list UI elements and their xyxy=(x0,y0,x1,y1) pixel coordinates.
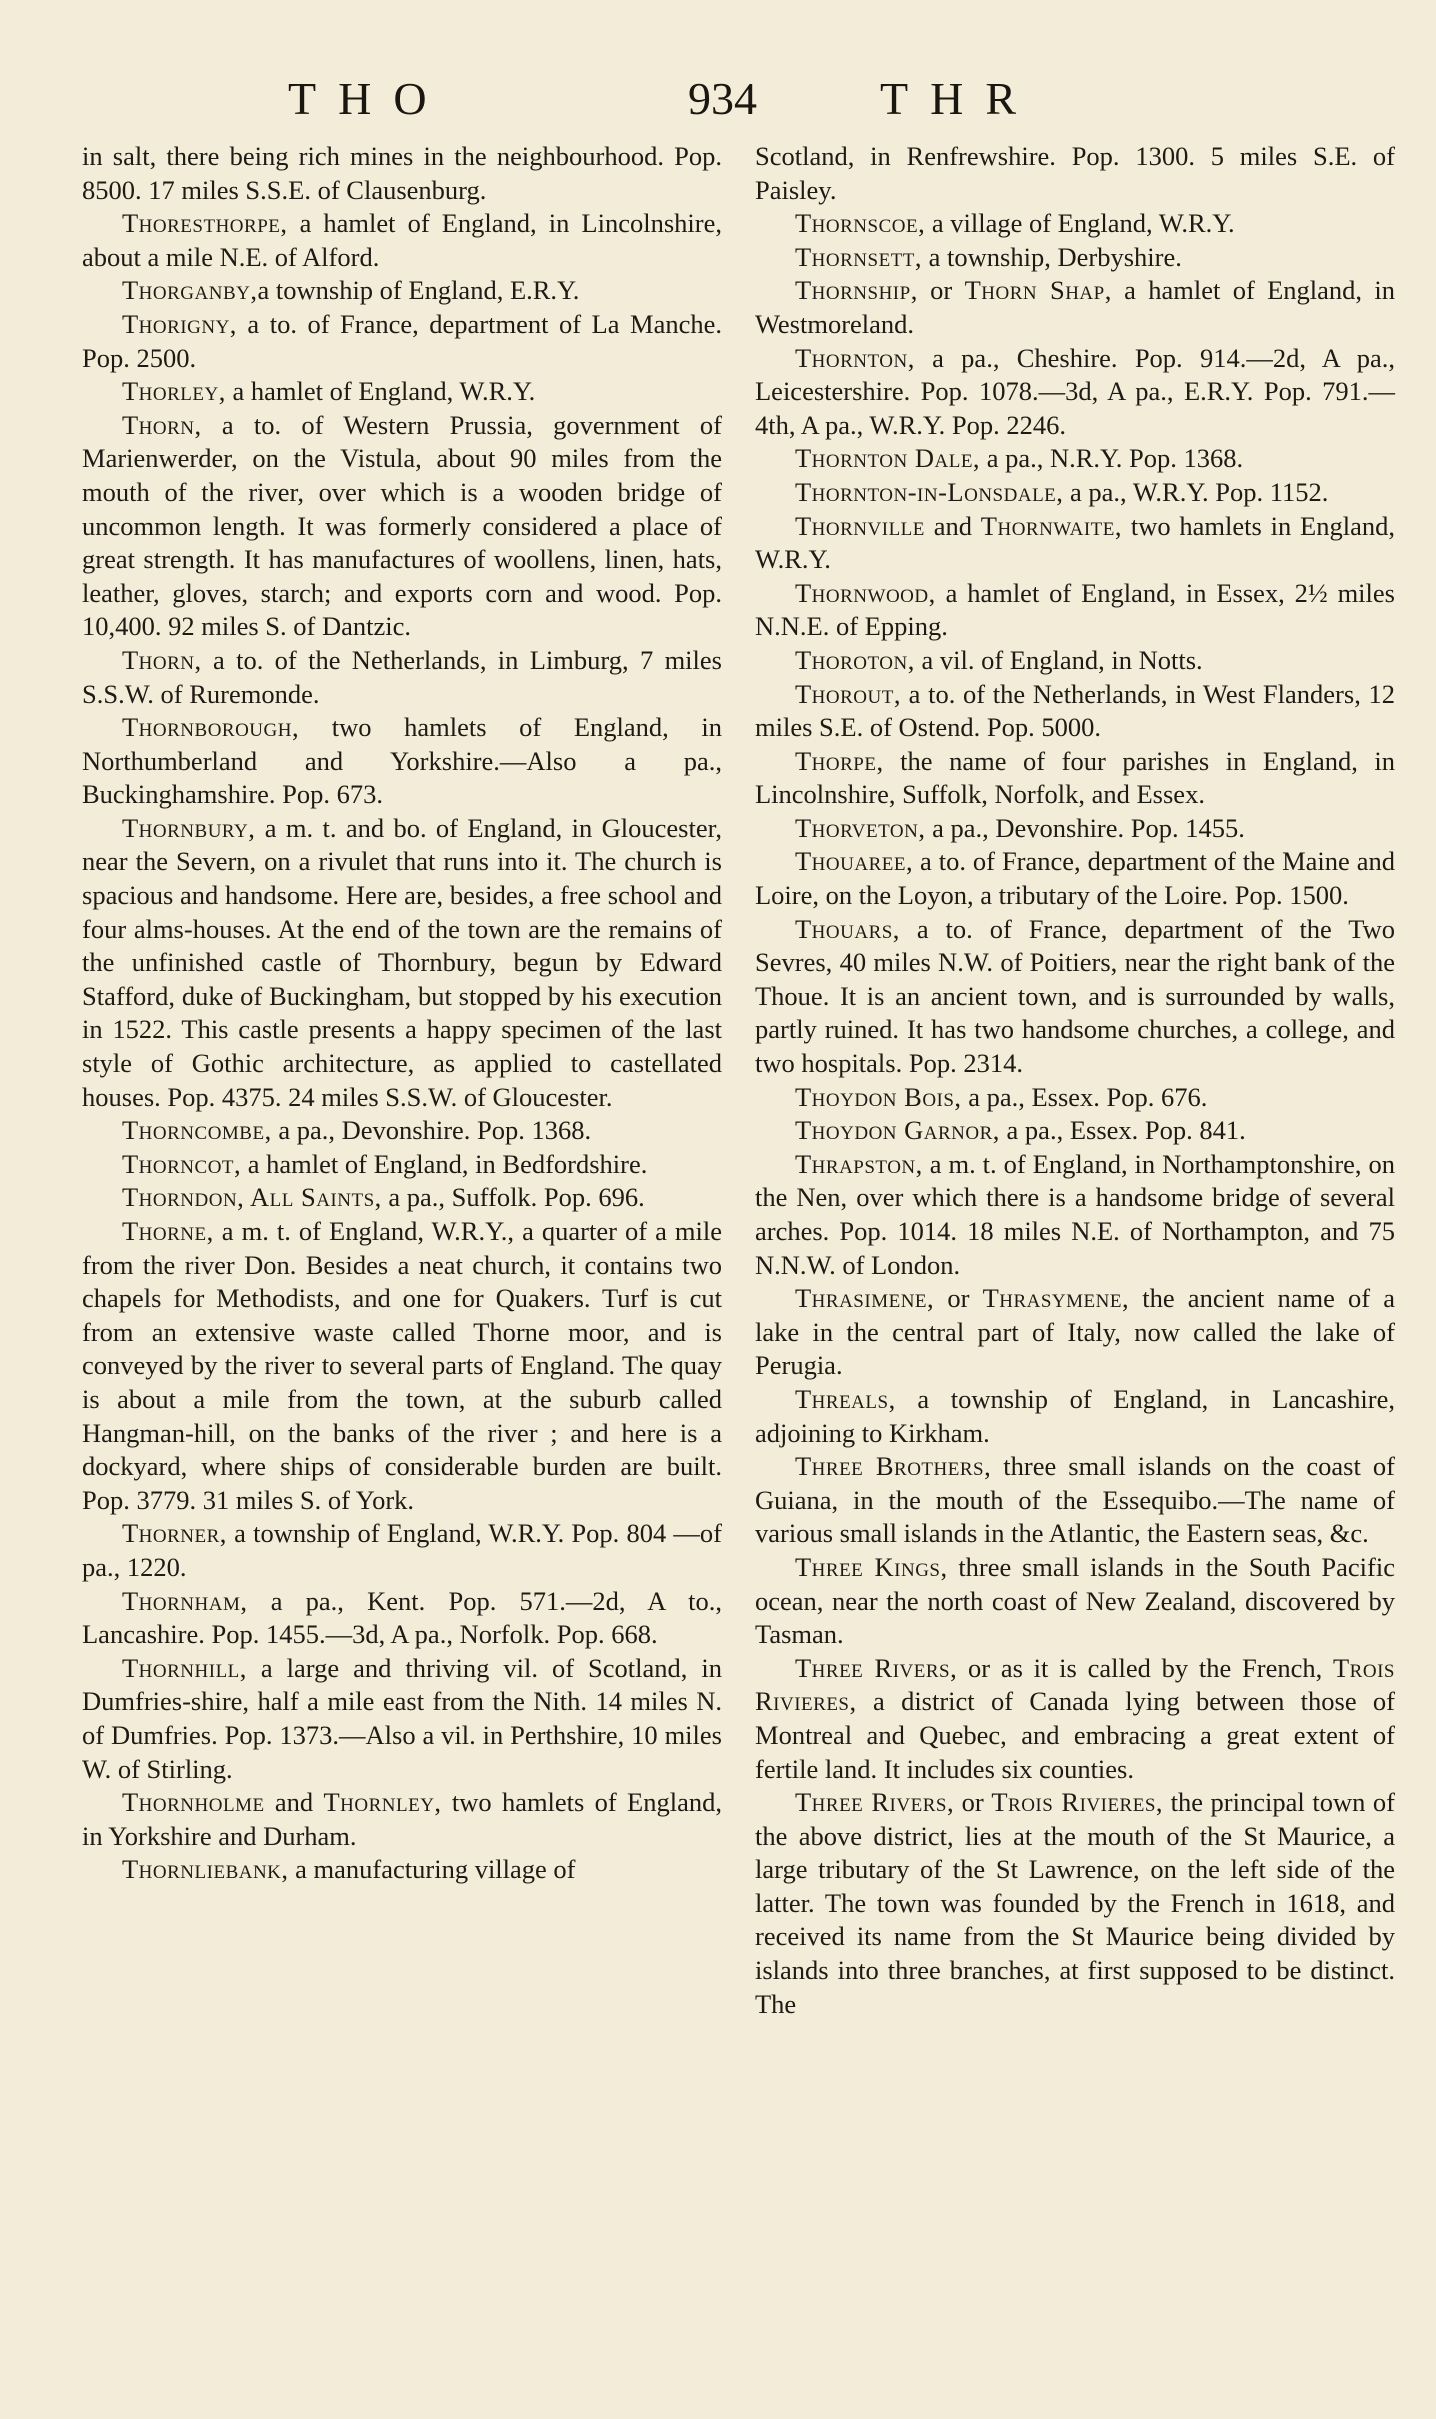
entry-paragraph xyxy=(755,745,1395,812)
entry-term: Thrasymene, xyxy=(982,1283,1130,1314)
entry-paragraph xyxy=(82,308,722,375)
entry-text: and xyxy=(264,1787,324,1818)
entry-term: Thornship, xyxy=(795,275,918,306)
entry-text: a vil. of England, in Notts. xyxy=(914,644,1203,675)
entry-paragraph xyxy=(82,1652,722,1786)
entry-term: Thornham, xyxy=(122,1585,248,1616)
entry-paragraph xyxy=(755,442,1395,476)
entry-paragraph xyxy=(755,207,1395,241)
entry-paragraph xyxy=(755,140,1395,207)
entry-term: Thorndon, All Saints, xyxy=(122,1182,382,1213)
entry-paragraph xyxy=(755,812,1395,846)
entry-paragraph xyxy=(755,274,1395,341)
entry-text: a manufacturing village of xyxy=(288,1854,576,1885)
entry-paragraph xyxy=(755,644,1395,678)
entry-paragraph xyxy=(755,1786,1395,2021)
entry-term: Thornliebank, xyxy=(122,1854,289,1885)
entry-text: a m. t. of England, in Northamptonshire, on the Nen, over which there is a handsome bridge of several arches. Pop. 1014. 18 miles N.E. of Northampton, and 75 N.N.W. of London. xyxy=(755,1148,1395,1280)
entry-text: or xyxy=(917,275,965,306)
entry-term: Three Brothers, xyxy=(795,1451,992,1482)
entry-paragraph xyxy=(755,845,1395,912)
entry-paragraph xyxy=(82,1786,722,1853)
entry-term: Thoydon Garnor, xyxy=(795,1115,1000,1146)
entry-paragraph xyxy=(755,1450,1395,1551)
entry-paragraph xyxy=(755,1652,1395,1786)
entry-term: Trois Rivieres, xyxy=(755,1652,1395,1717)
entry-text: two hamlets of England, in Northumberland and Yorkshire.—Also a pa., Buckinghamshire. Pop. 673. xyxy=(82,712,722,810)
entry-term: Thorganby, xyxy=(122,275,258,306)
entry-term: Thoroton, xyxy=(795,644,915,675)
page-number: 934 xyxy=(688,73,757,124)
entry-text: a to. of Western Prussia, government of Marienwerder, on the Vistula, about 90 miles from the mouth of the river, over which is a wooden bridge of uncommon length. It was formerly considered a place of great strength. It has manufactures of woollens, linen, hats, leather, gloves, starch; and exports corn and wood. Pop. 10,400. 92 miles S. of Dantzic. xyxy=(82,409,722,642)
entry-term: Three Kings, xyxy=(795,1551,948,1582)
entry-term: Three Rivers, xyxy=(795,1787,955,1818)
entry-text: a pa., W.R.Y. Pop. 1152. xyxy=(1063,476,1329,507)
entry-term: Thornwood, xyxy=(795,577,936,608)
entry-paragraph xyxy=(755,241,1395,275)
entry-term: Thorncot, xyxy=(122,1148,242,1179)
entry-text: or as it is called by the French, xyxy=(957,1652,1333,1683)
entry-paragraph xyxy=(755,476,1395,510)
entry-text: a m. t. of England, W.R.Y., a quarter of a mile from the river Don. Besides a neat church, it contains two chapels for Methodists, and one for Quakers. Turf is cut from an extensive waste called Thorne moor, and is conveyed by the river to several parts of England. The quay is about a mile from the town, at the suburb called Hangman-hill, on the banks of the river ; and here is a dockyard, where ships of considerable burden are built. Pop. 3779. 31 miles S. of York. xyxy=(82,1216,722,1515)
entry-term: Thornholme xyxy=(122,1787,265,1818)
entry-term: Thornley, xyxy=(323,1787,442,1818)
header-left-guide-word: THO xyxy=(288,73,449,124)
entry-paragraph xyxy=(82,1181,722,1215)
entry-term: Thorncombe, xyxy=(122,1115,272,1146)
entry-text: or xyxy=(954,1787,992,1818)
entry-text: a township, Derbyshire. xyxy=(922,241,1182,272)
right-column xyxy=(755,140,1395,2021)
running-header xyxy=(0,72,1436,132)
entry-paragraph xyxy=(755,1081,1395,1115)
entry-term: Thornhill, xyxy=(122,1652,247,1683)
entry-paragraph xyxy=(755,342,1395,443)
entry-paragraph xyxy=(82,644,722,711)
entry-text: the principal town of the above district, lies at the mouth of the St Maurice, a large tributary of the St Lawrence, on the left side of the latter. The town was founded by the French in 1618, and received its name from the St Maurice being divided by islands into three branches, at first supposed to be distinct. The xyxy=(755,1787,1395,2019)
entry-text: a to. of France, department of La Manche. Pop. 2500. xyxy=(82,308,722,373)
entry-term: Thornton Dale, xyxy=(795,443,981,474)
entry-paragraph xyxy=(755,913,1395,1081)
entry-text: a pa., Cheshire. Pop. 914.—2d, A pa., Leicestershire. Pop. 1078.—3d, A pa., E.R.Y. Pop. 791.—4th, A pa., W.R.Y. Pop. 2246. xyxy=(755,342,1395,440)
entry-paragraph xyxy=(82,711,722,812)
header-right-guide-word: THR xyxy=(880,73,1038,124)
entry-term: Thorn, xyxy=(122,644,202,675)
entry-text: the ancient name of a lake in the central part of Italy, now called the lake of Perugia. xyxy=(755,1283,1396,1381)
entry-text: a m. t. and bo. of England, in Gloucester, near the Severn, on a rivulet that runs into it. The church is spacious and handsome. Here are, besides, a free school and four alms-houses. At the end of the town are the remains of the unfinished castle of Thornbury, begun by Edward Stafford, duke of Buckingham, but stopped by his execution in 1522. This castle presents a happy specimen of the last style of Gothic architecture, as applied to castellated houses. Pop. 4375. 24 miles S.S.W. of Gloucester. xyxy=(82,812,722,1112)
entry-text: or xyxy=(934,1283,983,1314)
entry-term: Thorley, xyxy=(122,376,226,407)
entry-paragraph xyxy=(755,577,1395,644)
entry-text: Scotland, in Renfrewshire. Pop. 1300. 5 miles S.E. of Paisley. xyxy=(755,141,1395,205)
entry-paragraph xyxy=(755,1551,1395,1652)
entry-text: a pa., Devonshire. Pop. 1455. xyxy=(925,812,1245,843)
entry-paragraph xyxy=(82,409,722,644)
entry-term: Thornton, xyxy=(795,342,915,373)
entry-paragraph xyxy=(82,1148,722,1182)
entry-text: a village of England, W.R.Y. xyxy=(925,208,1235,239)
entry-term: Thornton-in-Lonsdale, xyxy=(795,476,1064,507)
entry-paragraph xyxy=(82,1215,722,1517)
entry-text: a pa., Essex. Pop. 676. xyxy=(961,1081,1208,1112)
entry-term: Thouars, xyxy=(795,913,900,944)
entry-text: a hamlet of England, in Essex, 2½ miles N.N.E. of Epping. xyxy=(755,577,1395,642)
entry-paragraph xyxy=(82,140,722,207)
entry-paragraph xyxy=(82,1114,722,1148)
entry-text: a hamlet of England, in Lincolnshire, about a mile N.E. of Alford. xyxy=(82,208,722,272)
entry-paragraph xyxy=(755,510,1395,577)
entry-term: Trois Rivieres, xyxy=(991,1787,1164,1818)
entry-paragraph xyxy=(755,1148,1395,1282)
entry-term: Thornsett, xyxy=(795,241,923,272)
entry-term: Thrapston, xyxy=(795,1148,923,1179)
entry-term: Thoydon Bois, xyxy=(795,1081,962,1112)
entry-paragraph xyxy=(755,678,1395,745)
entry-term: Thornscoe, xyxy=(795,208,926,239)
entry-paragraph xyxy=(82,375,722,409)
entry-paragraph xyxy=(755,1383,1395,1450)
entry-text: a hamlet of England, in Westmoreland. xyxy=(755,275,1395,339)
entry-text: a hamlet of England, in Bedfordshire. xyxy=(241,1148,648,1179)
entry-text: a to. of France, department of the Maine and Loire, on the Loyon, a tributary of the Loire. Pop. 1500. xyxy=(755,846,1395,911)
entry-term: Thorigny, xyxy=(122,308,237,339)
entry-text: a pa., Suffolk. Pop. 696. xyxy=(381,1182,645,1213)
entry-term: Thornville xyxy=(795,510,925,541)
entry-paragraph xyxy=(82,274,722,308)
entry-term: Thorner, xyxy=(122,1518,227,1549)
entry-text: a large and thriving vil. of Scotland, in Dumfries-shire, half a mile east from the Nith. 14 miles N. of Dumfries. Pop. 1373.—Also a vil. in Perthshire, 10 miles W. of Stirling. xyxy=(82,1652,722,1784)
entry-term: Thorpe, xyxy=(795,745,884,776)
entry-paragraph xyxy=(82,1853,722,1887)
entry-term: Thouaree, xyxy=(795,846,914,877)
entry-text: a pa., Devonshire. Pop. 1368. xyxy=(271,1115,592,1146)
entry-paragraph xyxy=(755,1114,1395,1148)
entry-text: a pa., Kent. Pop. 571.—2d, A to., Lancashire. Pop. 1455.—3d, A pa., Norfolk. Pop. 668. xyxy=(82,1585,722,1650)
entry-text: a pa., N.R.Y. Pop. 1368. xyxy=(980,443,1244,474)
entry-paragraph xyxy=(82,1585,722,1652)
entry-text: a township of England, in Lancashire, adjoining to Kirkham. xyxy=(755,1383,1395,1448)
entry-text: a to. of the Netherlands, in West Flanders, 12 miles S.E. of Ostend. Pop. 5000. xyxy=(755,678,1395,743)
entry-term: Thoresthorpe, xyxy=(122,208,288,239)
entry-text: a pa., Essex. Pop. 841. xyxy=(999,1115,1246,1146)
entry-text: a township of England, E.R.Y. xyxy=(257,275,580,306)
entry-text: three small islands on the coast of Guiana, in the mouth of the Essequibo.—The name of various small islands in the Atlantic, the Eastern seas, &c. xyxy=(755,1451,1395,1549)
entry-text: a to. of France, department of the Two Sevres, 40 miles N.W. of Poitiers, near the right bank of the Thoue. It is an ancient town, and is surrounded by walls, partly ruined. It has two handsome churches, a college, and two hospitals. Pop. 2314. xyxy=(755,913,1395,1079)
entry-text: two hamlets of England, in Yorkshire and Durham. xyxy=(82,1787,722,1851)
entry-text: a district of Canada lying between those of Montreal and Quebec, and embracing a great extent of fertile land. It includes six counties. xyxy=(755,1686,1395,1784)
entry-text: and xyxy=(924,510,981,541)
entry-paragraph xyxy=(82,207,722,274)
entry-paragraph xyxy=(82,1517,722,1584)
entry-paragraph xyxy=(82,812,722,1114)
entry-text: the name of four parishes in England, in Lincolnshire, Suffolk, Norfolk, and Essex. xyxy=(755,745,1395,810)
entry-term: Thornwaite, xyxy=(980,510,1123,541)
entry-term: Threals, xyxy=(795,1383,896,1414)
entry-text: a to. of the Netherlands, in Limburg, 7 miles S.S.W. of Ruremonde. xyxy=(82,644,722,709)
entry-term: Thornborough, xyxy=(122,712,300,743)
entry-text: a hamlet of England, W.R.Y. xyxy=(225,376,536,407)
entry-term: Thrasimene, xyxy=(795,1283,935,1314)
entry-term: Thorn Shap, xyxy=(964,275,1112,306)
entry-text: in salt, there being rich mines in the neighbourhood. Pop. 8500. 17 miles S.S.E. of Clausenburg. xyxy=(82,141,722,205)
entry-text: a township of England, W.R.Y. Pop. 804 —of pa., 1220. xyxy=(82,1518,722,1582)
entry-term: Thorn, xyxy=(122,409,202,440)
left-column xyxy=(82,140,722,1887)
entry-term: Thornbury, xyxy=(122,812,256,843)
entry-term: Thorne, xyxy=(122,1216,214,1246)
entry-paragraph xyxy=(755,1282,1395,1383)
entry-text: two hamlets in England, W.R.Y. xyxy=(755,510,1395,575)
entry-term: Thorveton, xyxy=(795,812,926,843)
entry-text: three small islands in the South Pacific ocean, near the north coast of New Zealand, discovered by Tasman. xyxy=(755,1551,1395,1650)
entry-term: Thorout, xyxy=(795,678,901,709)
entry-term: Three Rivers, xyxy=(795,1652,958,1683)
